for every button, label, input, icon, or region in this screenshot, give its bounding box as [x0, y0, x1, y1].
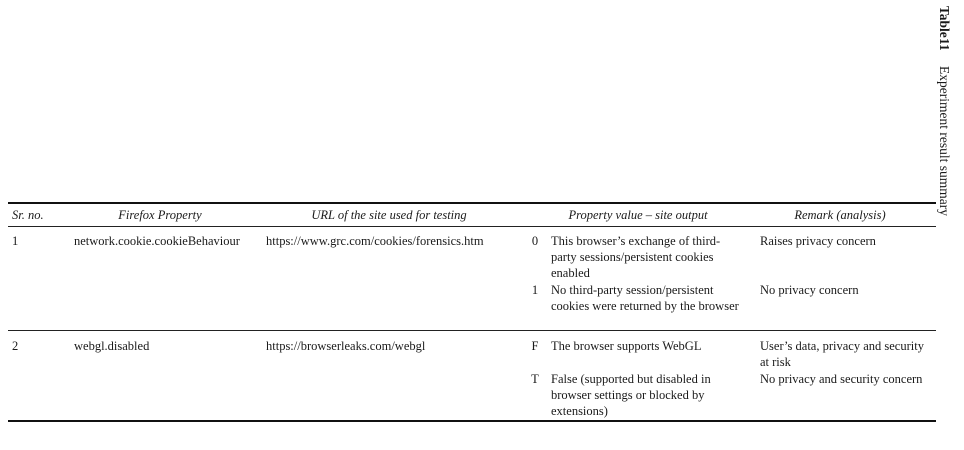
- row-2-value-2-code: T: [531, 372, 539, 386]
- row-1-value-2-output: No third-party session/persistent cookies were returned by the browser: [551, 283, 739, 313]
- row-2-sr-no: 2: [12, 339, 19, 353]
- table-caption: [931, 6, 957, 306]
- header-remark: Remark (analysis): [794, 208, 886, 222]
- table-row-divider: [8, 330, 936, 331]
- row-2-value-2-output: False (supported but disabled in browser settings or blocked by extensions): [551, 372, 711, 418]
- row-1-value-2-code: 1: [531, 283, 539, 297]
- table-header-rule: [8, 226, 936, 227]
- row-2-value-1-code: F: [531, 339, 539, 353]
- row-2-property: webgl.disabled: [74, 339, 150, 353]
- row-1-value-2-remark: No privacy concern: [760, 283, 859, 297]
- table-top-rule: [8, 202, 936, 204]
- row-1-value-1-code: 0: [531, 234, 539, 248]
- row-2-value-1-remark: User’s data, privacy and security at risk: [760, 339, 924, 369]
- table-bottom-rule: [8, 420, 936, 422]
- row-2-value-1-output: The browser supports WebGL: [551, 339, 702, 353]
- row-1-value-1-output: This browser’s exchange of third-party sessions/persistent cookies enabled: [551, 234, 721, 280]
- row-1-value-1-remark: Raises privacy concern: [760, 234, 876, 248]
- table-label-text: Table: [937, 6, 952, 38]
- row-2-value-2-remark: No privacy and security concern: [760, 372, 923, 386]
- row-1-url: https://www.grc.com/cookies/forensics.htm: [266, 234, 484, 248]
- row-2-url: https://browserleaks.com/webgl: [266, 339, 426, 353]
- table-label: [937, 6, 952, 51]
- header-property-value: Property value – site output: [568, 208, 708, 222]
- header-firefox-property: Firefox Property: [118, 208, 202, 222]
- table-number: 11: [937, 37, 952, 51]
- row-1-sr-no: 1: [12, 234, 19, 248]
- header-url: URL of the site used for testing: [311, 208, 467, 222]
- row-1-property: network.cookie.cookieBehaviour: [74, 234, 240, 248]
- table-title: Experiment result summary: [937, 65, 952, 216]
- header-sr-no: Sr. no.: [12, 208, 44, 222]
